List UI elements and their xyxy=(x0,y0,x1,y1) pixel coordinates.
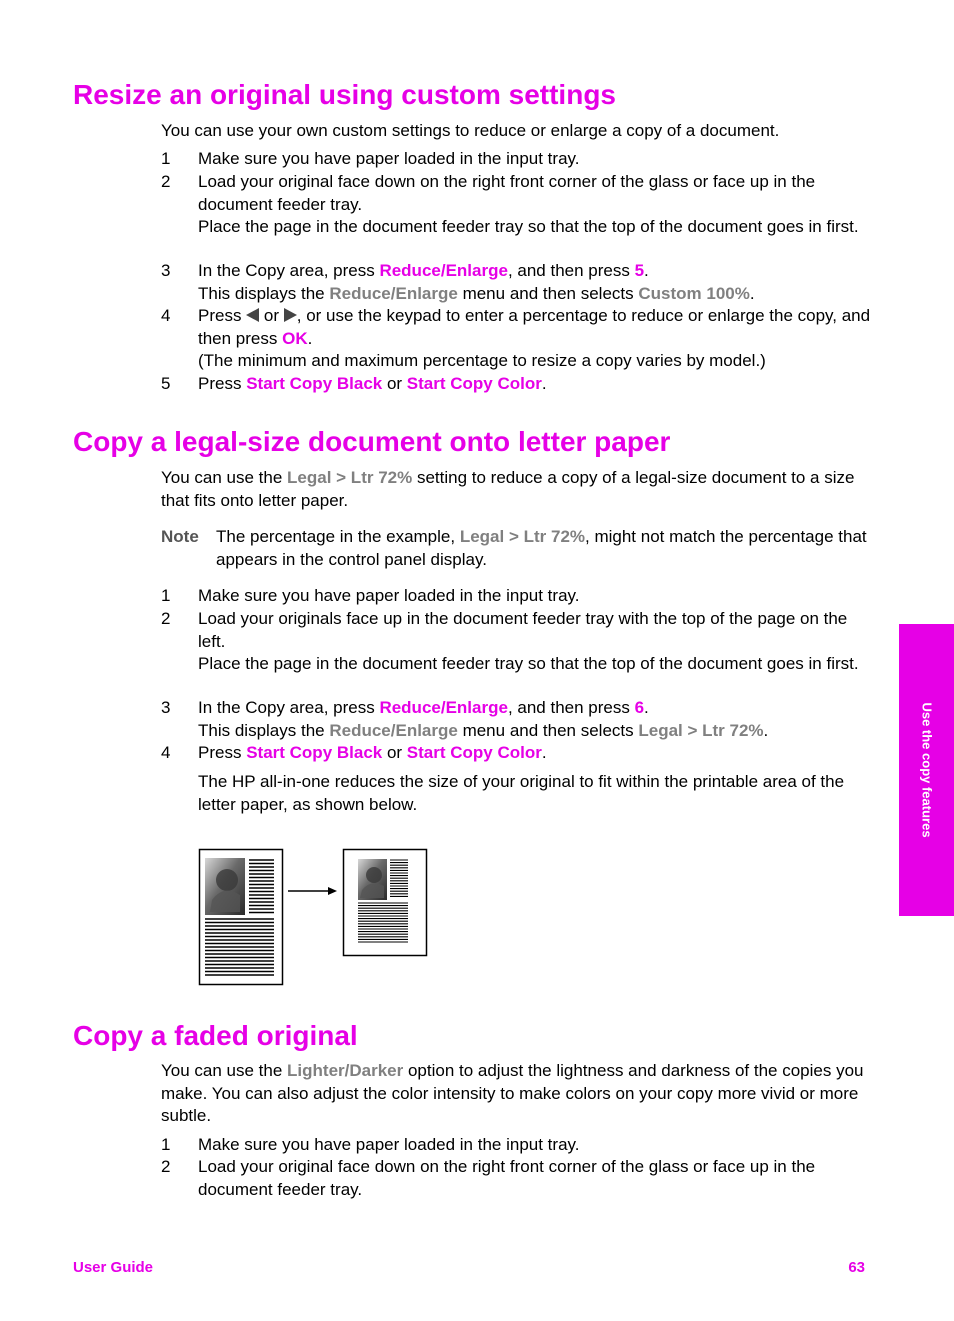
key-5: 5 xyxy=(634,261,645,280)
step-followup-text: The HP all-in-one reduces the size of your original to fit within the printable area of the letter paper, as shown below. xyxy=(198,772,845,814)
step-number: 4 xyxy=(161,743,171,762)
step-text: In the Copy area, press Reduce/Enlarge, and then press 6. xyxy=(198,698,649,717)
letter-page-icon xyxy=(344,850,427,956)
step-number: 1 xyxy=(161,149,171,168)
step-text: In the Copy area, press Reduce/Enlarge, and then press 5. xyxy=(198,261,649,280)
section-heading-resize: Resize an original using custom settings xyxy=(73,79,616,110)
chapter-side-tab xyxy=(899,624,954,916)
key-start-copy-color: Start Copy Color xyxy=(406,743,542,762)
step-number: 1 xyxy=(161,1135,171,1154)
step-text: Load your originals face up in the document feeder tray with the top of the page on the left. xyxy=(198,609,848,651)
step-subtext: (The minimum and maximum percentage to resize a copy varies by model.) xyxy=(198,351,766,370)
menu-option: Legal > Ltr 72% xyxy=(638,720,764,740)
key-reduce-enlarge: Reduce/Enlarge xyxy=(379,261,508,280)
step-number: 2 xyxy=(161,609,171,628)
menu-name: Reduce/Enlarge xyxy=(329,720,458,740)
list-item xyxy=(161,1134,871,1157)
step-subtext: This displays the Reduce/Enlarge menu and then selects Custom 100%. xyxy=(198,283,755,303)
page-number: 63 xyxy=(848,1259,865,1276)
step-text: Press or , or use the keypad to enter a percentage to reduce or enlarge the copy, and then press OK. xyxy=(198,306,871,348)
step-text: Load your original face down on the right front corner of the glass or face up in the document feeder tray. xyxy=(198,1157,816,1199)
step-number: 3 xyxy=(161,698,171,717)
menu-option: Lighter/Darker xyxy=(287,1061,404,1080)
arrow-icon xyxy=(288,887,337,895)
step-text: Make sure you have paper loaded in the input tray. xyxy=(198,586,580,605)
step-subtext: Place the page in the document feeder tray so that the top of the document goes in first. xyxy=(198,654,859,673)
section-intro: You can use the Legal > Ltr 72% setting to reduce a copy of a legal-size document to a size that fits onto letter paper. xyxy=(161,468,855,510)
step-number: 5 xyxy=(161,374,171,393)
step-text: Press Start Copy Black or Start Copy Color. xyxy=(198,374,547,393)
step-number: 2 xyxy=(161,172,171,191)
section-heading-legal-to-letter: Copy a legal-size document onto letter paper xyxy=(73,426,671,457)
key-start-copy-black: Start Copy Black xyxy=(246,374,383,393)
step-text: Make sure you have paper loaded in the input tray. xyxy=(198,149,580,168)
menu-name: Reduce/Enlarge xyxy=(329,283,458,303)
key-start-copy-color: Start Copy Color xyxy=(406,374,542,393)
list-item xyxy=(161,1156,871,1201)
footer-guide-title: User Guide xyxy=(73,1259,154,1276)
key-ok: OK xyxy=(282,328,308,348)
chapter-side-tab-label: Use the copy features xyxy=(919,702,934,838)
section-intro: You can use your own custom settings to reduce or enlarge a copy of a document. xyxy=(161,121,780,140)
section-heading-faded-original: Copy a faded original xyxy=(73,1020,358,1051)
key-6: 6 xyxy=(634,698,645,717)
step-number: 2 xyxy=(161,1157,171,1176)
menu-option: Legal > Ltr 72% xyxy=(287,468,413,487)
note-label: Note xyxy=(161,527,199,546)
menu-option: Custom 100% xyxy=(638,283,750,303)
step-number: 3 xyxy=(161,261,171,280)
section-intro: You can use the Lighter/Darker option to adjust the lightness and darkness of the copies you make. You can also adjust the color intensity to make colors on your copy more vivid or more subtle. xyxy=(161,1061,864,1125)
key-start-copy-black: Start Copy Black xyxy=(246,743,383,762)
key-reduce-enlarge: Reduce/Enlarge xyxy=(379,698,508,717)
step-text: Load your original face down on the right front corner of the glass or face up in the document feeder tray. xyxy=(198,172,816,214)
step-text: Make sure you have paper loaded in the input tray. xyxy=(198,1135,580,1154)
menu-option: Legal > Ltr 72% xyxy=(459,527,586,546)
legal-page-icon xyxy=(200,850,283,985)
step-subtext: This displays the Reduce/Enlarge menu and then selects Legal > Ltr 72%. xyxy=(198,720,769,740)
step-number: 1 xyxy=(161,586,171,605)
step-number: 4 xyxy=(161,306,171,325)
step-subtext: Place the page in the document feeder tray so that the top of the document goes in first. xyxy=(198,217,859,236)
note-text: The percentage in the example, Legal > Ltr 72%, might not match the percentage that appears in the control panel display. xyxy=(216,527,867,569)
step-text: Press Start Copy Black or Start Copy Color. xyxy=(198,743,547,762)
